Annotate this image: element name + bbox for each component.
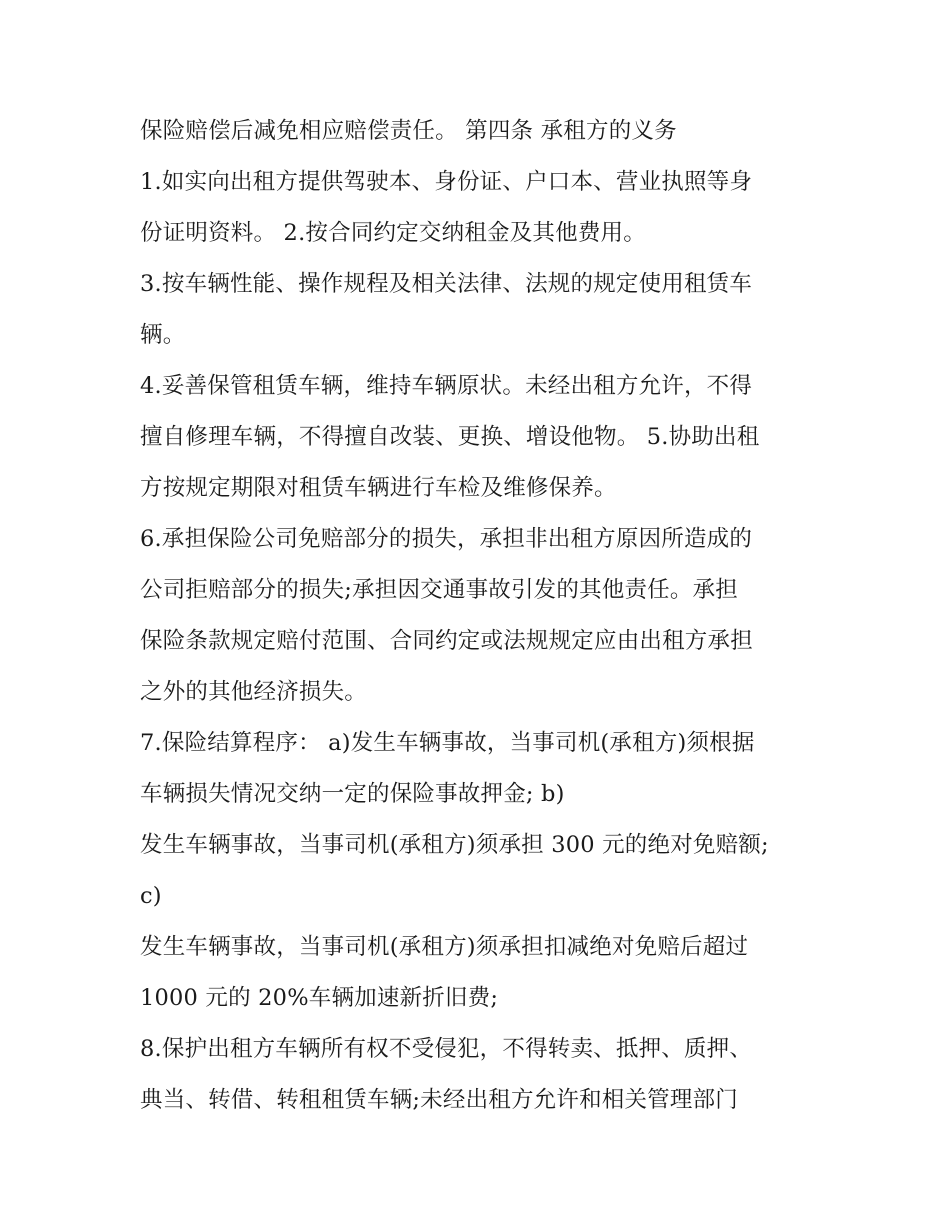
text-line-14: 车辆损失情况交纳一定的保险事故押金; b) [140, 781, 565, 807]
text-line-2: 1.如实向出租方提供驾驶本、身份证、户口本、营业执照等身 [140, 169, 753, 195]
text-line-13: 7.保险结算程序： a)发生车辆事故，当事司机(承租方)须根据 [140, 730, 755, 756]
text-line-3: 份证明资料。 2.按合同约定交纳租金及其他费用。 [140, 220, 646, 246]
text-line-8: 方按规定期限对租赁车辆进行车检及维修保养。 [140, 475, 617, 501]
text-line-19: 8.保护出租方车辆所有权不受侵犯，不得转卖、抵押、质押、 [140, 1036, 753, 1062]
text-line-11: 保险条款规定赔付范围、合同约定或法规规定应由出租方承担 [140, 628, 753, 654]
text-line-6: 4.妥善保管租赁车辆，维持车辆原状。未经出租方允许，不得 [140, 373, 753, 399]
text-line-20: 典当、转借、转租租赁车辆;未经出租方允许和相关管理部门 [140, 1087, 738, 1113]
text-line-17: 发生车辆事故，当事司机(承租方)须承担扣减绝对免赔后超过 [140, 934, 749, 960]
document-body [140, 106, 830, 1126]
text-line-9: 6.承担保险公司免赔部分的损失，承担非出租方原因所造成的 [140, 526, 753, 552]
text-line-1: 保险赔偿后减免相应赔偿责任。 第四条 承租方的义务 [140, 118, 677, 144]
text-line-5: 辆。 [140, 322, 186, 348]
text-line-15: 发生车辆事故，当事司机(承租方)须承担 300 元的绝对免赔额; [140, 832, 769, 858]
text-line-10: 公司拒赔部分的损失;承担因交通事故引发的其他责任。承担 [140, 577, 738, 603]
text-line-18: 1000 元的 20%车辆加速新折旧费; [140, 985, 499, 1011]
text-line-16: c) [140, 883, 162, 909]
text-line-12: 之外的其他经济损失。 [140, 679, 368, 705]
text-line-7: 擅自修理车辆，不得擅自改装、更换、增设他物。 5.协助出租 [140, 424, 760, 450]
text-line-4: 3.按车辆性能、操作规程及相关法律、法规的规定使用租赁车 [140, 271, 753, 297]
